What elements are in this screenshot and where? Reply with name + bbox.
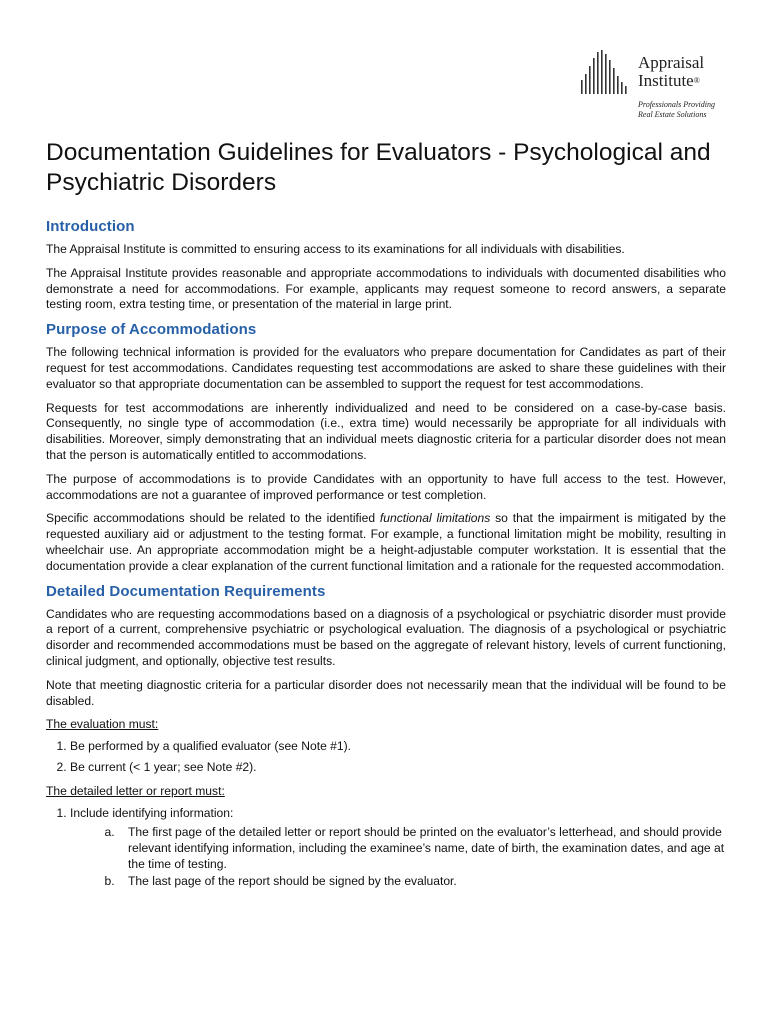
introduction-heading: Introduction <box>46 218 135 235</box>
purpose-paragraph-2: Requests for test accommodations are inherently individualized and need to be considered on a case-by-case basis. Consequently, no single type of accommodation (i.e., extra time) would necessarily be appropriate for all individuals with disabilities. Moreover, simply demonstrating that an individual meets diagnostic criteria for a particular disorder does not mean that the person is automatically entitled to accommodations. <box>46 400 726 462</box>
letter-item-1-text: Include identifying information: <box>70 805 234 820</box>
page-title: Documentation Guidelines for Evaluators - Psychological and Psychiatric Disorders <box>46 139 711 196</box>
evaluation-must-label: The evaluation must: <box>46 717 159 732</box>
document-body <box>46 138 726 898</box>
introduction-paragraph-1: The Appraisal Institute is committed to ensuring access to its examinations for all individuals with disabilities. <box>46 242 625 256</box>
appraisal-institute-logo <box>580 48 740 120</box>
functional-limitations-emphasis: functional limitations <box>379 511 491 526</box>
purpose-paragraph-3: The purpose of accommodations is to provide Candidates with an opportunity to have full access to the test. However, accommodations are not a guarantee of improved performance or test completion. <box>46 471 726 502</box>
logo-line2: Institute® <box>638 71 700 90</box>
list-item <box>70 806 726 890</box>
list-item: b. The last page of the report should be signed by the evaluator. <box>118 874 726 890</box>
requirements-paragraph-2: Note that meeting diagnostic criteria for a particular disorder does not necessarily mean that the individual will be found to be disabled. <box>46 677 726 708</box>
list-item: 1. Be performed by a qualified evaluator (see Note #1). <box>70 739 726 755</box>
requirements-paragraph-1: Candidates who are requesting accommodations based on a diagnosis of a psychological or psychiatric disorder must provide a report of a current, comprehensive psychiatric or psychological evaluation. The diagnosis of a psychological or psychiatric disorder and recommended accommodations must be based on the aggregate of relevant history, levels of current functioning, clinical judgment, and optionally, objective test results. <box>46 606 726 668</box>
registered-mark: ® <box>693 76 700 85</box>
list-item: a. The first page of the detailed letter or report should be printed on the evaluator’s letterhead, and should provide relevant identifying information, including the examinee’s name, date of birth, the examination dates, and age at the time of testing. <box>118 825 726 872</box>
logo-line1: Appraisal <box>638 53 705 72</box>
evaluation-list <box>46 739 726 776</box>
letter-sublist <box>70 825 726 889</box>
logo-columns-icon <box>580 50 632 94</box>
logo-tagline1: Professionals Providing <box>638 100 715 109</box>
list-item: 2. Be current (< 1 year; see Note #2). <box>70 760 726 776</box>
purpose-paragraph-4: Specific accommodations should be related to the identified functional limitations so that the impairment is mitigated by the requested auxiliary aid or adjustment to the testing format. For example, a functional limitation might be mobility, resulting in wheelchair use. An appropriate accommodation might be a height-adjustable computer workstation. It is essential that the documentation provide a clear explanation of the current functional limitation and a rationale for the requested accommodation. <box>46 511 726 573</box>
purpose-paragraph-1: The following technical information is provided for the evaluators who prepare documentation for Candidates as part of their request for test accommodations. Candidates requesting test accommodations are asked to share these guidelines with their evaluator so that appropriate documentation can be assembled to support the request for test accommodations. <box>46 345 726 391</box>
letter-list <box>46 806 726 890</box>
purpose-heading: Purpose of Accommodations <box>46 321 257 339</box>
introduction-paragraph-2: The Appraisal Institute provides reasonable and appropriate accommodations to individuals with documented disabilities who demonstrate a need for accommodations. For example, applicants may request someone to record answers, a separate testing room, extra testing time, or presentation of the material in large print. <box>46 265 726 312</box>
letter-must-label: The detailed letter or report must: <box>46 783 225 798</box>
requirements-heading: Detailed Documentation Requirements <box>46 582 326 600</box>
logo-tagline <box>638 100 715 120</box>
logo-wordmark <box>638 54 704 90</box>
logo-tagline2: Real Estate Solutions <box>638 110 707 119</box>
